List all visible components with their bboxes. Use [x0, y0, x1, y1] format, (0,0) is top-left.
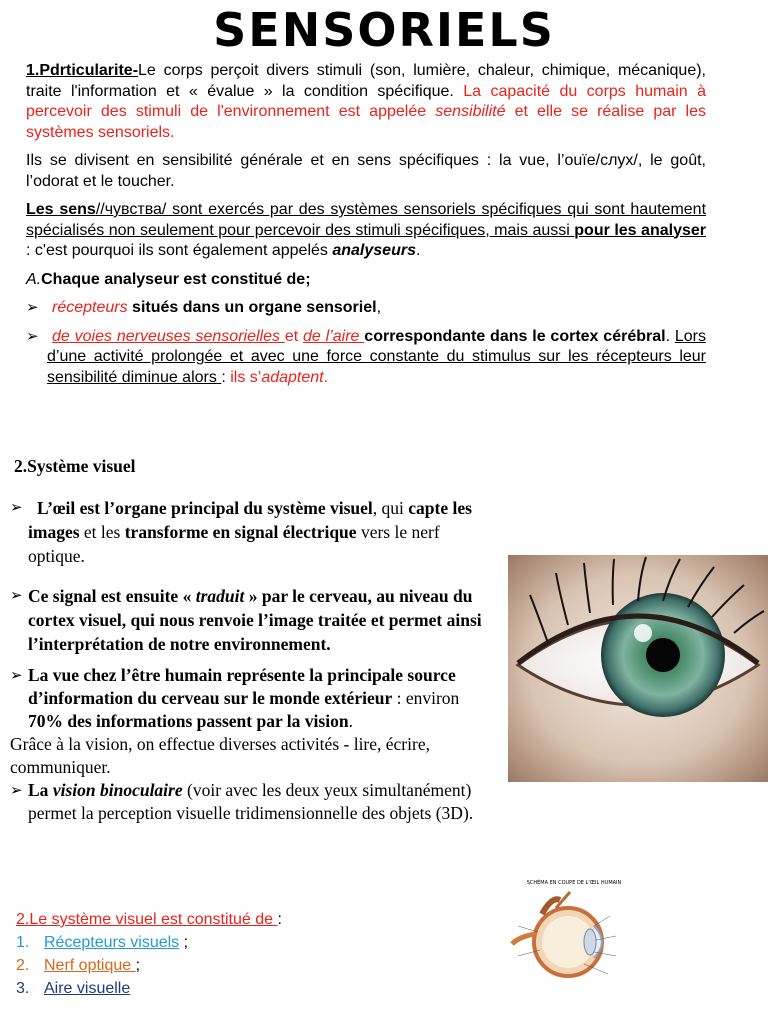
page-title: SENSORIELS: [213, 3, 555, 57]
section-3-heading: 2.Le système visuel est constitué de :: [16, 911, 282, 928]
arrow-bullet-icon: ➢: [10, 668, 23, 684]
link-recepteurs-visuels[interactable]: Récepteurs visuels: [44, 934, 180, 951]
eye-schema-figure: [498, 876, 650, 994]
paragraph-1: 1.Pdrticularite-Le corps perçoit divers stimuli (son, lumière, chaleur, chimique, mécanique), traite l'information et « évalue » la condition spécifique. La capacité du corps humain à percevoir des stimuli de l'environnement est appelée sensibilité et elle se réalise par les systèmes sensoriels.: [26, 62, 707, 141]
arrow-bullet-icon: ➢: [10, 500, 23, 516]
list-item-aire-visuelle: 3. Aire visuelle: [16, 980, 131, 997]
list-item: ➢ Ce signal est ensuite « traduit » par le cerveau, au niveau du cortex visuel, qui nous renvoie l’image traitée et permet ainsi l’interprétation de notre environnement.: [10, 586, 482, 654]
link-nerf-optique[interactable]: Nerf optique: [44, 957, 136, 974]
list-item: ➢ récepteurs situés dans un organe sensoriel,: [26, 299, 382, 316]
section-3: [16, 908, 486, 1000]
arrow-bullet-icon: ➢: [26, 328, 39, 345]
eye-image-icon: [508, 555, 768, 782]
list-item: ➢ L’œil est l’organe principal du système visuel, qui capte les images et les transforme en signal électrique vers le nerf optique.: [10, 498, 472, 566]
visual-system-bullets: [10, 496, 495, 824]
list-item-recepteurs: 1. Récepteurs visuels ;: [16, 934, 189, 951]
arrow-bullet-icon: ➢: [10, 783, 23, 799]
paragraph-grace: Grâce à la vision, on effectue diverses activités - lire, écrire, communiquer.: [10, 734, 430, 777]
analyseur-intro: A.Chaque analyseur est constitué de;: [26, 270, 311, 288]
list-item-nerf-optique: 2. Nerf optique ;: [16, 957, 141, 974]
eye-photo: [508, 555, 768, 782]
link-aire-visuelle[interactable]: Aire visuelle: [44, 980, 131, 997]
schema-caption: SCHÉMA EN COUPE DE L'ŒIL HUMAIN: [526, 880, 622, 886]
arrow-bullet-icon: ➢: [10, 588, 23, 604]
list-item: ➢ de voies nerveuses sensorielles et de l’aire correspondante dans le cortex cérébral. Lors d’une activité prolongée et avec une force constante du stimulus sur les récepteurs leur sensibilité diminue alors : ils s’adaptent.: [26, 327, 706, 386]
section-1-label: 1.Pdrticularite-: [26, 62, 139, 79]
paragraph-3: Les sens//чувства/ sont exercés par des systèmes sensoriels spécifiques qui sont hautement spécialisés non seulement pour percevoir des stimuli spécifiques, mais aussi pour les analyser : c'est pourquoi ils sont également appelés analyseurs.: [26, 201, 707, 259]
section-2-heading: 2.Système visuel: [14, 456, 136, 476]
list-item: ➢ La vue chez l’être humain représente la principale source d’information du cerveau sur le monde extérieur : environ 70% des informations passent par la vision.: [10, 665, 460, 731]
eye-cross-section-icon: [498, 886, 650, 990]
analyseur-bullets: [26, 298, 706, 388]
section-1: [26, 61, 706, 290]
paragraph-2: Ils se divisent en sensibilité générale et en sens spécifiques : la vue, l’ouïe/слух/, le goût, l’odorat et le toucher.: [26, 152, 706, 190]
arrow-bullet-icon: ➢: [26, 300, 39, 316]
list-item: ➢ La vision binoculaire (voir avec les deux yeux simultanément) permet la perception visuelle tridimensionnelle des objets (3D).: [10, 780, 474, 823]
